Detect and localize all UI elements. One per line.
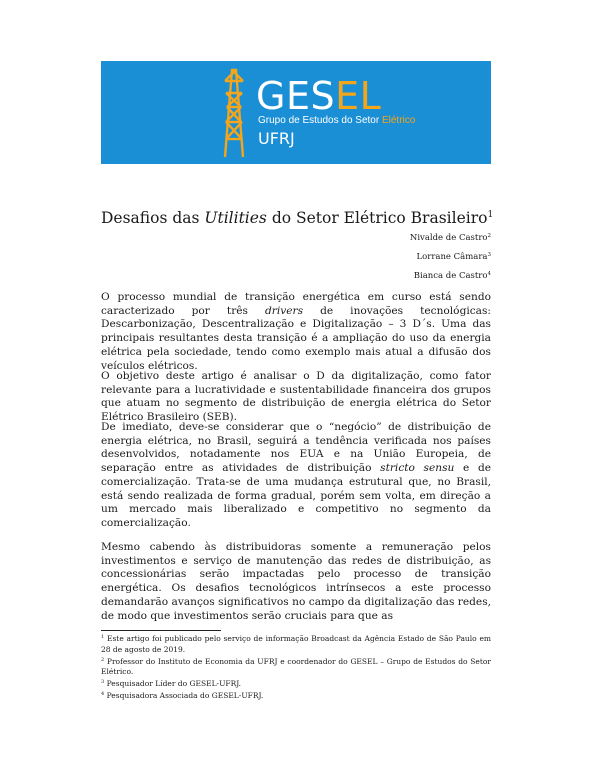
paragraph-1-italic: drivers xyxy=(265,304,304,317)
footnote-item xyxy=(101,679,491,690)
footnote-text: Professor do Instituto de Economia da UFRJ e coordenador do GESEL – Grupo de Estudos do Setor Elétrico. xyxy=(101,656,491,676)
footnote-number: 1 xyxy=(101,634,105,640)
author-footnote-ref: 2 xyxy=(487,233,491,239)
footnote-text: Pesquisadora Associada do GESEL-UFRJ. xyxy=(104,691,264,700)
author-line xyxy=(417,252,492,263)
footnote-number: 3 xyxy=(101,679,105,685)
logo-subtitle xyxy=(258,115,415,127)
author-name: Nivalde de Castro xyxy=(409,233,488,243)
paragraph-1 xyxy=(101,291,491,372)
paragraph-3-text-b: e de comercialização. Trata-se de uma mudança estrutural que, no Brasil, está sendo realizada de forma gradual, porém sem volta, em direção a um mercado mais liberalizado e competitivo no segmento da comercialização. xyxy=(101,462,491,529)
author-name: Lorrane Câmara xyxy=(416,252,488,262)
paragraph-3-text-a: De imediato, deve-se considerar que o “negócio” de distribuição de energia elétrica, no Brasil, seguirá a tendência verificada nos países desenvolvidos, notadamente nos EUA e na União Europeia, de separação entre as atividades de distribuição xyxy=(101,421,491,475)
logo-subtitle-part1: Grupo de Estudos do Setor xyxy=(258,115,382,126)
author-line xyxy=(410,233,491,244)
author-footnote-ref: 4 xyxy=(487,271,491,277)
logo-word-part1: GES xyxy=(256,74,336,118)
logo-word-part2: EL xyxy=(335,74,382,118)
paragraph-1-text-b: de inovações tecnológicas: Descarbonização, Descentralização e Digitalização – 3 D´s. Uma das principais resultantes desta transição é a ampliação do uso da energia elétrica pela sociedade, tendo como exemplo mais atual a difusão dos veículos elétricos. xyxy=(101,304,491,372)
article-body xyxy=(101,291,491,633)
footnote-number: 2 xyxy=(101,656,105,663)
paragraph-4: Mesmo cabendo às distribuidoras somente a remuneração pelos investimentos e serviço de manutenção das redes de distribuição, as concessionárias serão impactadas pelo processo de transição energética. Os desafios tecnológicos intrínsecos a este processo demandarão avanços significativos no campo da digitalização das redes, de modo que investimentos serão cruciais para que as xyxy=(101,541,491,622)
logo-institution: UFRJ xyxy=(258,129,295,148)
paragraph-2: O objetivo deste artigo é analisar o D da digitalização, como fator relevante para a lucratividade e sustentabilidade financeira dos grupos que atuam no segmento de distribuição de energia elétrica do Setor Elétrico Brasileiro (SEB). xyxy=(101,370,491,424)
title-text-italic: Utilities xyxy=(204,209,267,227)
paragraph-3-italic: stricto sensu xyxy=(380,462,455,475)
paragraph-1-text-a: O processo mundial de transição energética em curso está sendo caracterizado por três xyxy=(101,291,491,317)
footnote-number: 4 xyxy=(101,691,105,697)
footnote-item xyxy=(101,657,491,678)
author-name: Bianca de Castro xyxy=(413,271,488,281)
footnote-text: Pesquisador Líder do GESEL-UFRJ. xyxy=(104,679,242,688)
transmission-tower-icon xyxy=(223,67,245,159)
footnote-item xyxy=(101,634,491,655)
footnotes xyxy=(101,634,491,703)
logo-wordmark xyxy=(256,76,381,116)
title-footnote-ref: 1 xyxy=(487,210,494,220)
author-footnote-ref: 3 xyxy=(487,252,491,258)
footnote-item xyxy=(101,691,491,702)
title-text-after: do Setor Elétrico Brasileiro xyxy=(266,209,488,227)
paragraph-3 xyxy=(101,421,491,531)
header-banner xyxy=(101,61,491,164)
logo-subtitle-part2: Elétrico xyxy=(381,115,416,126)
title-text-before: Desafios das xyxy=(101,209,205,227)
document-title xyxy=(101,208,494,228)
footnote-text: Este artigo foi publicado pelo serviço de informação Broadcast da Agência Estado de São Paulo em 28 de agosto de 2019. xyxy=(101,634,491,654)
footnote-separator xyxy=(101,630,221,631)
author-line xyxy=(414,271,491,282)
